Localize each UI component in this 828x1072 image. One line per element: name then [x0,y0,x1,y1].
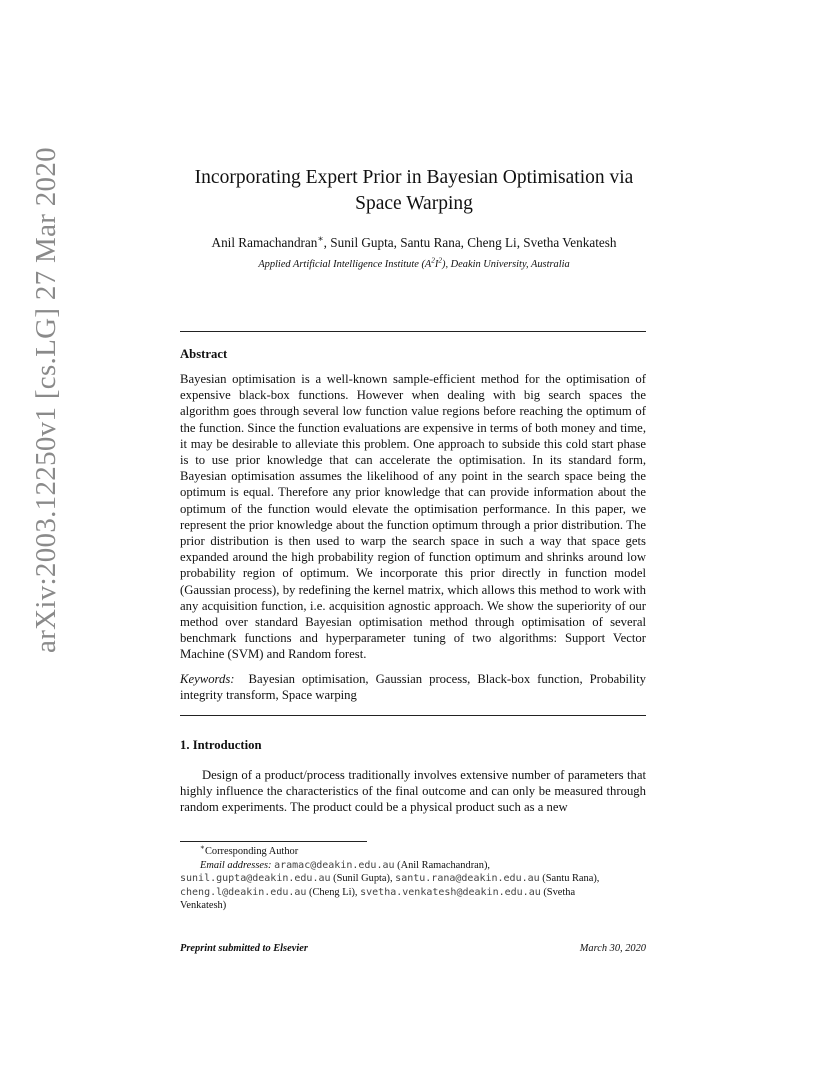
coauthor-names: , Sunil Gupta, Santu Rana, Cheng Li, Svetha Venkatesh [323,235,617,250]
corresponding-author-name: Anil Ramachandran [211,235,318,250]
affiliation-superscript-2: 2 [438,256,443,265]
affiliation-superscript-1: 2 [431,256,435,265]
title-line-1: Incorporating Expert Prior in Bayesian Optimisation via [194,167,634,188]
abstract-top-rule [180,331,646,332]
email-owner: (Santu Rana), [539,873,600,884]
introduction-heading: 1. Introduction [180,738,262,752]
email-owner: (Sunil Gupta), [330,873,396,884]
email-owner: (Svetha [540,886,576,898]
email-footnote-line-2 [180,872,646,886]
email-link[interactable]: aramac@deakin.edu.au [274,859,395,871]
email-link[interactable]: svetha.venkatesh@deakin.edu.au [360,886,541,898]
title-line-2: Space Warping [355,193,473,214]
email-addresses-label: Email addresses: [200,859,272,871]
email-link[interactable]: santu.rana@deakin.edu.au [395,873,540,884]
email-footnote-line-4: Venkatesh) [180,900,227,911]
affiliation-text-pre: Applied Artificial Intelligence Institute (A [258,259,432,270]
abstract-heading: Abstract [180,347,228,361]
email-link[interactable]: cheng.l@deakin.edu.au [180,886,307,898]
affiliation-text-mid: I [434,259,439,270]
abstract-bottom-rule [180,715,646,716]
corresponding-author-marker: ∗ [317,233,324,244]
email-link[interactable]: sunil.gupta@deakin.edu.au [180,873,331,884]
preprint-date: March 30, 2020 [579,943,646,954]
footnote-marker: ∗ [200,843,205,852]
footnote-rule [180,841,367,842]
keywords-label: Keywords: [180,672,235,686]
corresponding-author-footnote [180,845,646,859]
arxiv-identifier-stamp: arXiv:2003.12250v1 [cs.LG] 27 Mar 2020 [30,147,62,653]
abstract-text: Bayesian optimisation is a well-known sample-efficient method for the optimisation of expensive black-box functions. However when dealing with big search spaces the algorithm goes through several low function value regions before reaching the optimum of the function. Since the function evaluations are expensive in terms of both money and time, it may be desirable to alleviate this problem. One approach to subside this cold start phase is to use prior knowledge that can accelerate the optimisation. In its standard form, Bayesian optimisation assumes the likelihood of any point in the search space being the optimum is equal. Therefore any prior knowledge that can provide information about the optimum of the function would elevate the optimisation performance. In this paper, we represent the prior knowledge about the function optimum through a prior distribution. The prior distribution is then used to warp the search space in such a way that space gets expanded around the high probability region of function optimum and shrinks around low probability region of optimum. We incorporate this prior directly in function model (Gaussian process), by redefining the kernel matrix, which allows this method to work with any acquisition function, i.e. acquisition agnostic approach. We show the superiority of our method over standard Bayesian optimisation method through optimisation of several benchmark functions and hyperparameter tuning of two algorithms: Support Vector Machine (SVM) and Random forest. [180,372,646,662]
affiliation [150,258,678,272]
affiliation-text-post: ), Deakin University, Australia [442,259,570,270]
email-owner: (Cheng Li), [306,886,361,898]
introduction-text: Design of a product/process traditionally involves extensive number of parameters that highly influence the characteristics of the final outcome and can only be measured through random experiments. The product could be a physical product such as a new [180,768,646,815]
preprint-notice: Preprint submitted to Elsevier [180,943,308,954]
keywords-text: Bayesian optimisation, Gaussian process, Black-box function, Probability integrity transform, Space warping [180,672,646,703]
author-list [150,234,678,252]
email-footnote-line-1 [180,859,646,873]
paper-title [150,165,678,217]
footnote-corresponding-text: Corresponding Author [204,846,299,857]
keywords [180,671,646,703]
email-owner: (Anil Ramachandran), [394,859,491,871]
email-footnote-line-3 [180,886,646,900]
footnotes [180,845,646,913]
